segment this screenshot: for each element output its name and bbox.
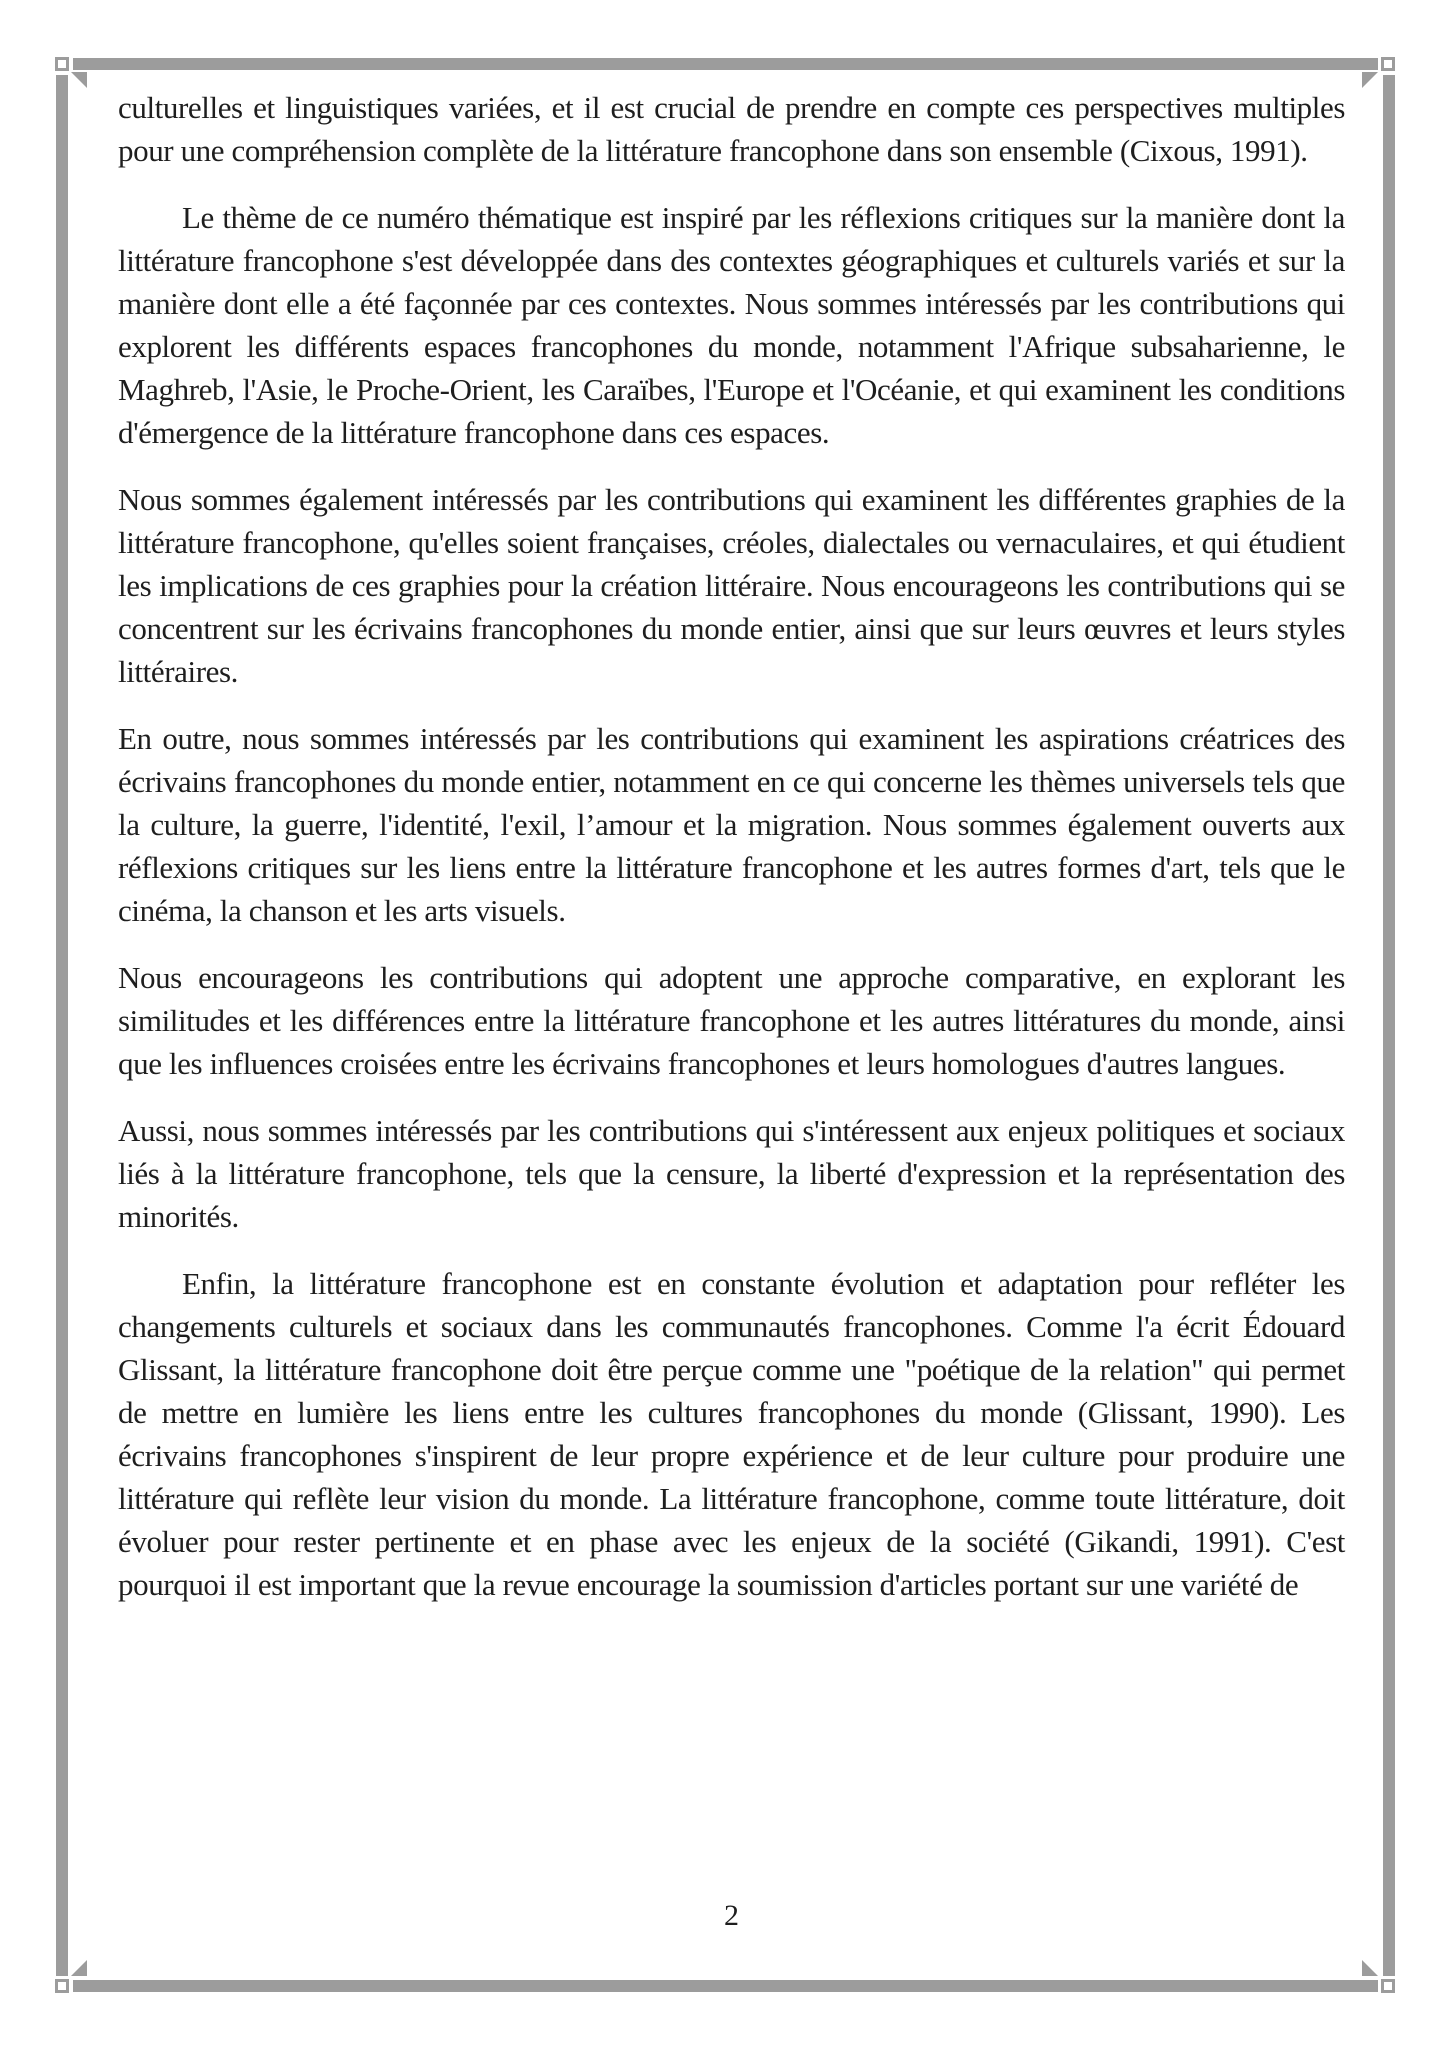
corner-square-bottom-left-icon bbox=[55, 1979, 69, 1993]
corner-square-top-right-icon bbox=[1381, 57, 1395, 71]
corner-triangle-bottom-right-icon bbox=[1362, 1960, 1378, 1976]
border-bar-top bbox=[73, 58, 1378, 70]
border-bar-right bbox=[1383, 75, 1395, 1976]
page-content bbox=[118, 86, 1345, 1630]
corner-triangle-bottom-left-icon bbox=[71, 1960, 87, 1976]
body-paragraph: culturelles et linguistiques variées, et il est crucial de prendre en compte ces perspectives multiples pour une compréhension complète de la littérature francophone dans son ensemble (Cixous, 1991). bbox=[118, 90, 1345, 168]
body-paragraph: Nous sommes également intéressés par les contributions qui examinent les différentes graphies de la littérature francophone, qu'elles soient françaises, créoles, dialectales ou vernaculaires, et qui étudient les implications de ces graphies pour la création littéraire. Nous encourageons les contributions qui se concentrent sur les écrivains francophones du monde entier, ainsi que sur leurs œuvres et leurs styles littéraires. bbox=[118, 482, 1345, 689]
corner-square-top-left-icon bbox=[55, 57, 69, 71]
body-paragraph: En outre, nous sommes intéressés par les contributions qui examinent les aspirations créatrices des écrivains francophones du monde entier, notamment en ce qui concerne les thèmes universels tels que la culture, la guerre, l'identité, l'exil, l’amour et la migration. Nous sommes également ouverts aux réflexions critiques sur les liens entre la littérature francophone et les autres formes d'art, tels que le cinéma, la chanson et les arts visuels. bbox=[118, 721, 1345, 928]
border-bar-bottom bbox=[73, 1980, 1378, 1992]
page-number: 2 bbox=[724, 1899, 739, 1932]
body-paragraph: Aussi, nous sommes intéressés par les contributions qui s'intéressent aux enjeux politiques et sociaux liés à la littérature francophone, tels que la censure, la liberté d'expression et la représentation des minorités. bbox=[118, 1113, 1345, 1234]
corner-triangle-top-right-icon bbox=[1362, 72, 1378, 88]
body-paragraph: Enfin, la littérature francophone est en constante évolution et adaptation pour refléter les changements culturels et sociaux dans les communautés francophones. Comme l'a écrit Édouard Glissant, la littérature francophone doit être perçue comme une "poétique de la relation" qui permet de mettre en lumière les liens entre les cultures francophones du monde (Glissant, 1990). Les écrivains francophones s'inspirent de leur propre expérience et de leur culture pour produire une littérature qui reflète leur vision du monde. La littérature francophone, comme toute littérature, doit évoluer pour rester pertinente et en phase avec les enjeux de la société (Gikandi, 1991). C'est pourquoi il est important que la revue encourage la soumission d'articles portant sur une variété de bbox=[118, 1266, 1345, 1602]
body-paragraph: Le thème de ce numéro thématique est inspiré par les réflexions critiques sur la manière dont la littérature francophone s'est développée dans des contextes géographiques et culturels variés et sur la manière dont elle a été façonnée par ces contextes. Nous sommes intéressés par les contributions qui explorent les différents espaces francophones du monde, notamment l'Afrique subsaharienne, le Maghreb, l'Asie, le Proche-Orient, les Caraïbes, l'Europe et l'Océanie, et qui examinent les conditions d'émergence de la littérature francophone dans ces espaces. bbox=[118, 200, 1345, 450]
body-paragraph: Nous encourageons les contributions qui adoptent une approche comparative, en explorant les similitudes et les différences entre la littérature francophone et les autres littératures du monde, ainsi que les influences croisées entre les écrivains francophones et leurs homologues d'autres langues. bbox=[118, 960, 1345, 1081]
border-bar-left bbox=[56, 75, 68, 1976]
corner-square-bottom-right-icon bbox=[1381, 1979, 1395, 1993]
corner-triangle-top-left-icon bbox=[71, 72, 87, 88]
